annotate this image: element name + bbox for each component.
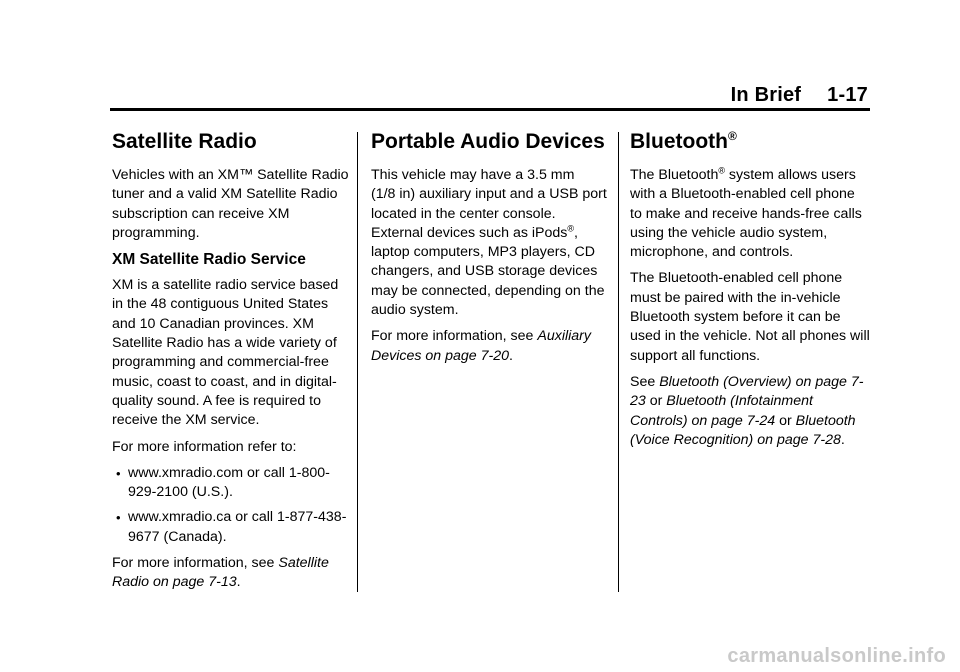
paragraph-bluetooth-intro: The Bluetooth® system allows users with a Bluetooth-enabled cell phone to make and receive hands-free calls using the vehicle audio system, microphone, and controls.	[630, 165, 862, 261]
registered-mark: ®	[718, 165, 725, 176]
column-portable-audio	[371, 128, 611, 373]
registered-mark: ®	[567, 223, 575, 234]
paragraph-refer: For more information refer to:	[112, 438, 297, 455]
heading-portable-audio: Portable Audio Devices	[371, 130, 605, 153]
registered-mark: ®	[727, 129, 737, 143]
cross-reference-link[interactable]: Bluetooth (Infotainment Controls) on page 7-24	[630, 393, 813, 429]
heading-satellite-radio: Satellite Radio	[112, 130, 257, 153]
heading-bluetooth: Bluetooth®	[630, 129, 737, 153]
cross-reference-link[interactable]: Bluetooth (Overview) on page 7-23	[630, 373, 864, 410]
subheading-xm-service: XM Satellite Radio Service	[112, 251, 306, 269]
list-item-text: www.xmradio.com or call 1-800-929-2100 (U.S.).	[128, 464, 330, 501]
list-item	[112, 508, 352, 547]
paragraph-more-info: For more information, see Satellite Radio on page 7-13.	[112, 555, 329, 591]
column-divider	[357, 132, 358, 592]
list-item	[112, 464, 352, 503]
header-rule	[110, 108, 870, 111]
cross-reference-link[interactable]: Bluetooth (Voice Recognition) on page 7-28	[630, 412, 856, 448]
cross-reference-link[interactable]: Auxiliary Devices on page 7-20	[371, 328, 591, 364]
cross-reference-link[interactable]: Satellite Radio on page 7-13	[112, 555, 329, 591]
watermark: carmanualsonline.info	[727, 645, 946, 667]
paragraph-xm-service: XM is a satellite radio service based in the 48 contiguous United States and 10 Canadian provinces. XM Satellite Radio has a wide variety of programming and commercial-free music, coast to coast, and in digital-quality sound. A fee is required to receive the XM service.	[112, 277, 339, 429]
page-number: 1-17	[827, 84, 868, 106]
paragraph-see-also: See Bluetooth (Overview) on page 7-23 or Bluetooth (Infotainment Controls) on page 7-24 or Bluetooth (Voice Recognition) on page 7-28.	[630, 373, 864, 448]
section-title: In Brief	[730, 84, 802, 106]
list-item-text: www.xmradio.ca or call 1-877-438-9677 (Canada).	[128, 509, 347, 545]
page-header	[731, 84, 868, 107]
column-divider	[618, 132, 619, 592]
paragraph-portable-audio: This vehicle may have a 3.5 mm (1/8 in) auxiliary input and a USB port located in the center console. External devices such as iPods®, laptop computers, MP3 players, CD changers, and USB storage devices may be connected, depending on the audio system.	[371, 167, 607, 319]
paragraph-more-info: For more information, see Auxiliary Devices on page 7-20.	[371, 328, 591, 364]
bullet-icon: •	[116, 465, 121, 481]
contact-list	[112, 464, 352, 547]
column-bluetooth	[630, 128, 870, 457]
paragraph-bluetooth-pairing: The Bluetooth-enabled cell phone must be paired with the in-vehicle Bluetooth system before it can be used in the vehicle. Not all phones will support all functions.	[630, 270, 870, 364]
bullet-icon: •	[116, 510, 121, 526]
paragraph-intro: Vehicles with an XM™ Satellite Radio tuner and a valid XM Satellite Radio subscription can receive XM programming.	[112, 167, 349, 241]
column-satellite-radio	[112, 128, 352, 600]
